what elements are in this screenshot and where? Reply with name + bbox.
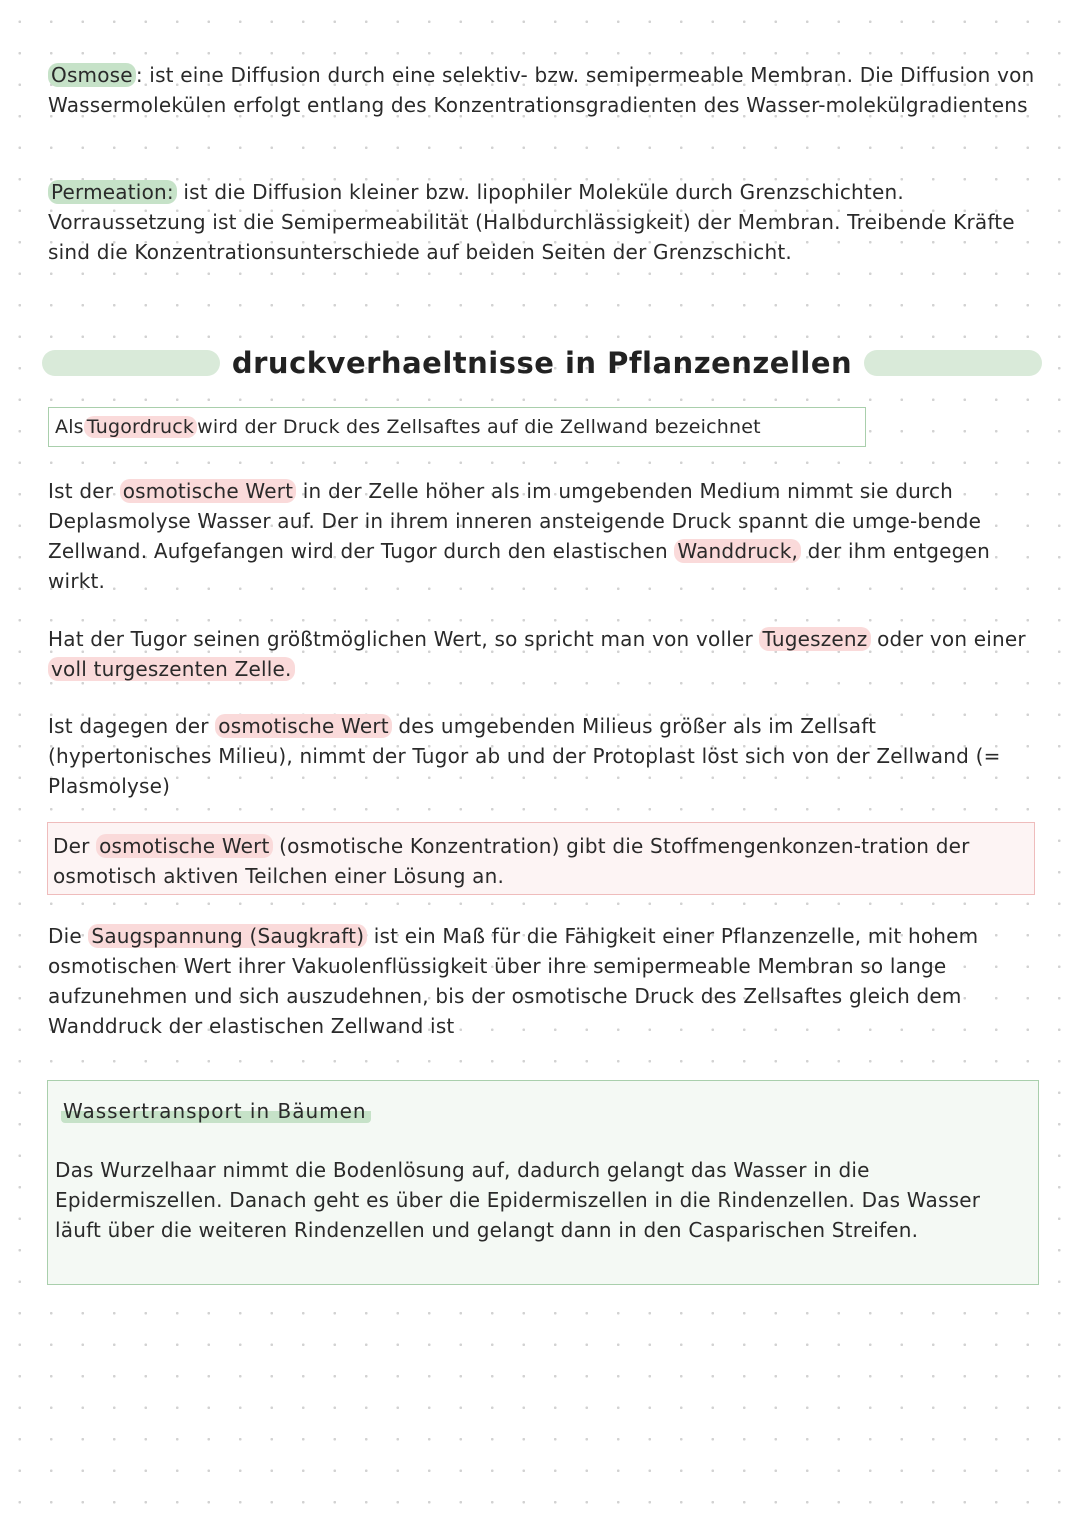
tugor-definition-box <box>48 407 866 447</box>
wassertransport-box <box>47 1080 1039 1285</box>
para3-text-1: Ist dagegen der <box>48 714 216 738</box>
para2-text-1: Hat der Tugor seinen größtmöglichen Wert, so spricht man von voller <box>48 627 760 651</box>
permeation-paragraph <box>48 177 1038 267</box>
para3-highlight-1: osmotische Wert <box>215 714 392 738</box>
osmose-paragraph <box>48 60 1038 120</box>
wassertransport-title: Wassertransport in Bäumen <box>61 1099 371 1123</box>
osmotic-box-text-1: Der <box>53 834 97 858</box>
tugor-def-post: wird der Druck des Zellsaftes auf die Zellwand bezeichnet <box>197 416 761 438</box>
tugor-term: Tugordruck <box>84 416 197 438</box>
permeation-text: ist die Diffusion kleiner bzw. lipophiler Moleküle durch Grenzschichten. Vorraussetzung ist die Semipermeabilität (Halbdurchlässigkeit) der Membran. Treibende Kräfte sind die Konzentrationsunterschiede auf beiden Seiten der Grenzschicht. <box>48 180 1015 264</box>
heading-bar-left <box>42 350 220 376</box>
wassertransport-text: Das Wurzelhaar nimmt die Bodenlösung auf, dadurch gelangt das Wasser in die Epidermiszellen. Danach geht es über die Epidermiszellen in die Rindenzellen. Das Wasser läuft über die weiteren Rindenzellen und gelangt dann in den Casparischen Streifen. <box>55 1158 981 1242</box>
osmose-text: : ist eine Diffusion durch eine selektiv- bzw. semipermeable Membran. Die Diffusion von Wassermolekülen erfolgt entlang des Konzentrationsgradienten des Wasser-molekülgradientens <box>48 63 1035 117</box>
para1-highlight-2: Wanddruck, <box>674 539 801 563</box>
para2-highlight-1: Tugeszenz <box>759 627 870 651</box>
para2-highlight-2: voll turgeszenten Zelle. <box>48 657 295 681</box>
saug-text-1: Die <box>48 924 89 948</box>
section-title: druckverhaeltnisse in Pflanzenzellen <box>231 346 853 380</box>
para2-text-2: oder von einer <box>870 627 1026 651</box>
para1-text-3: der ihm entgegen wirkt. <box>48 539 990 593</box>
plasmolyse-paragraph <box>48 711 1038 801</box>
para1-text-2: in der Zelle höher als im umgebenden Medium nimmt sie durch Deplasmolyse Wasser auf. Der in ihrem inneren ansteigende Druck spannt die umge-bende Zellwand. Aufgefangen wird der Tugor durch den elastischen <box>48 479 982 563</box>
saugspannung-paragraph <box>48 921 1038 1041</box>
deplasmolyse-paragraph <box>48 476 1038 596</box>
para3-text-2: des umgebenden Milieus größer als im Zellsaft (hypertonisches Milieu), nimmt der Tugor ab und der Protoplast löst sich von der Zellwand (= Plasmolyse) <box>48 714 1001 798</box>
osmotic-box-text-2: (osmotische Konzentration) gibt die Stoffmengenkonzen-tration der osmotisch aktiven Teilchen einer Lösung an. <box>53 834 970 888</box>
section-heading <box>42 340 1042 386</box>
heading-bar-right <box>864 350 1042 376</box>
para1-highlight-1: osmotische Wert <box>120 479 297 503</box>
tugor-def-pre: Als <box>55 416 84 438</box>
saug-highlight: Saugspannung (Saugkraft) <box>88 924 367 948</box>
osmotic-box-highlight: osmotische Wert <box>96 834 273 858</box>
saug-text-2: ist ein Maß für die Fähigkeit einer Pflanzenzelle, mit hohem osmotischen Wert ihrer Vakuolenflüssigkeit über ihre semipermeable Membran so lange aufzunehmen und sich auszudehnen, bis der osmotische Druck des Zellsaftes gleich dem Wanddruck der elastischen Zellwand ist <box>48 924 979 1038</box>
permeation-term: Permeation: <box>48 180 177 204</box>
osmotic-value-box <box>47 822 1035 895</box>
turgeszenz-paragraph <box>48 624 1038 684</box>
para1-text-1: Ist der <box>48 479 120 503</box>
osmose-term: Osmose <box>48 63 136 87</box>
